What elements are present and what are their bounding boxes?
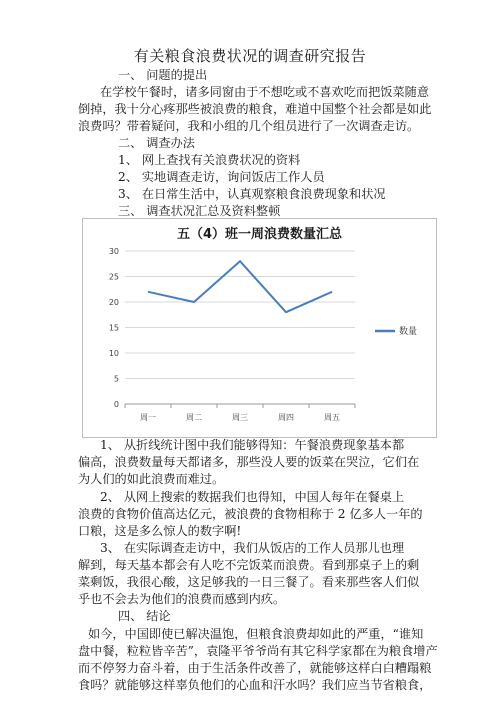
y-tick-label: 5: [113, 374, 119, 384]
section-heading-4: 四、 结论: [118, 609, 171, 623]
y-tick-label: 15: [108, 323, 119, 333]
y-tick-label: 30: [108, 247, 119, 256]
series-line: [148, 261, 332, 312]
finding-3-line: 解到，每天基本都会有人吃不完饭菜而浪费。看到那桌子上的剩: [78, 558, 420, 572]
section-heading-1: 一、 问题的提出: [118, 68, 208, 82]
finding-2-line: 浪费的食物价值高达亿元，被浪费的食物相称于 2 亿多人一年的: [78, 507, 423, 521]
method-item-1: 1、 网上查找有关浪费状况的资料: [118, 153, 301, 167]
y-tick-label: 20: [108, 298, 119, 307]
report-title: 有关粮食浪费状况的调查研究报告: [133, 47, 367, 65]
finding-1-line: 为人们的如此浪费而难过。: [78, 472, 225, 486]
conclusion-line: 食吗？就能够这样辜负他们的心血和汗水吗？我们应当节省粮食，: [78, 678, 432, 692]
finding-1-line: 偏高，浪费数量每天都诸多，那些没人要的饭菜在哭泣，它们在: [78, 455, 420, 469]
method-item-2: 2、 实地调查走访，询问饭店工作人员: [118, 170, 325, 184]
chart-title: 五（4）班一周浪费数量汇总: [176, 227, 343, 242]
section-heading-3: 三、 调查状况汇总及资料整顿: [118, 204, 281, 218]
y-tick-label: 10: [108, 349, 119, 358]
conclusion-line: 盘中餐，粒粒皆辛苦”，袁隆平爷爷尚有其它科学家都在为粮食增产: [78, 644, 438, 658]
x-tick-label: 周三: [232, 413, 248, 422]
x-tick-label: 周五: [324, 413, 340, 422]
finding-2-line: 2、 从网上搜索的数据我们也得知，中国人每年在餐桌上: [100, 490, 405, 504]
chart-canvas: [83, 219, 436, 437]
section-heading-2: 二、 调查办法: [118, 136, 195, 150]
conclusion-line: 而不停努力奋斗着，由于生活条件改善了，就能够这样白白糟蹋粮: [78, 661, 432, 675]
finding-1-line: 1、 从折线统计图中我们能够得知：午餐浪费现象基本都: [100, 438, 405, 452]
x-tick-label: 周一: [140, 413, 156, 422]
method-item-3: 3、 在日常生活中，认真观察粮食浪费现象和状况: [118, 187, 386, 201]
paragraph-1-line: 浪费吗？带着疑问，我和小组的几个组员进行了一次调查走访。: [78, 119, 420, 133]
finding-3-line: 乎也不会去为他们的浪费而感到内疚。: [78, 592, 286, 606]
x-tick-label: 周四: [278, 413, 294, 422]
finding-3-line: 菜剩饭，我很心酸，这足够我的一日三餐了。看来那些客人们似: [78, 575, 420, 589]
conclusion-line: 如今，中国即使已解决温饱，但粮食浪费却如此的严重，“谁知: [88, 627, 424, 641]
x-tick-label: 周二: [186, 413, 202, 422]
finding-3-line: 3、 在实际调查走访中，我们从饭店的工作人员那儿也理: [100, 541, 405, 555]
line-chart: [82, 218, 437, 438]
y-tick-label: 25: [108, 272, 119, 282]
y-tick-label: 0: [113, 400, 119, 409]
paragraph-1-line: 在学校午餐时，诸多同窗由于不想吃或不喜欢吃而把饭菜随意: [100, 85, 430, 99]
paragraph-1-line: 倒掉，我十分心疼那些被浪费的粮食，难道中国整个社会都是如此: [78, 102, 432, 116]
legend-label: 数量: [399, 327, 418, 337]
finding-2-line: 口粮，这是多么惊人的数字啊!: [78, 524, 242, 538]
